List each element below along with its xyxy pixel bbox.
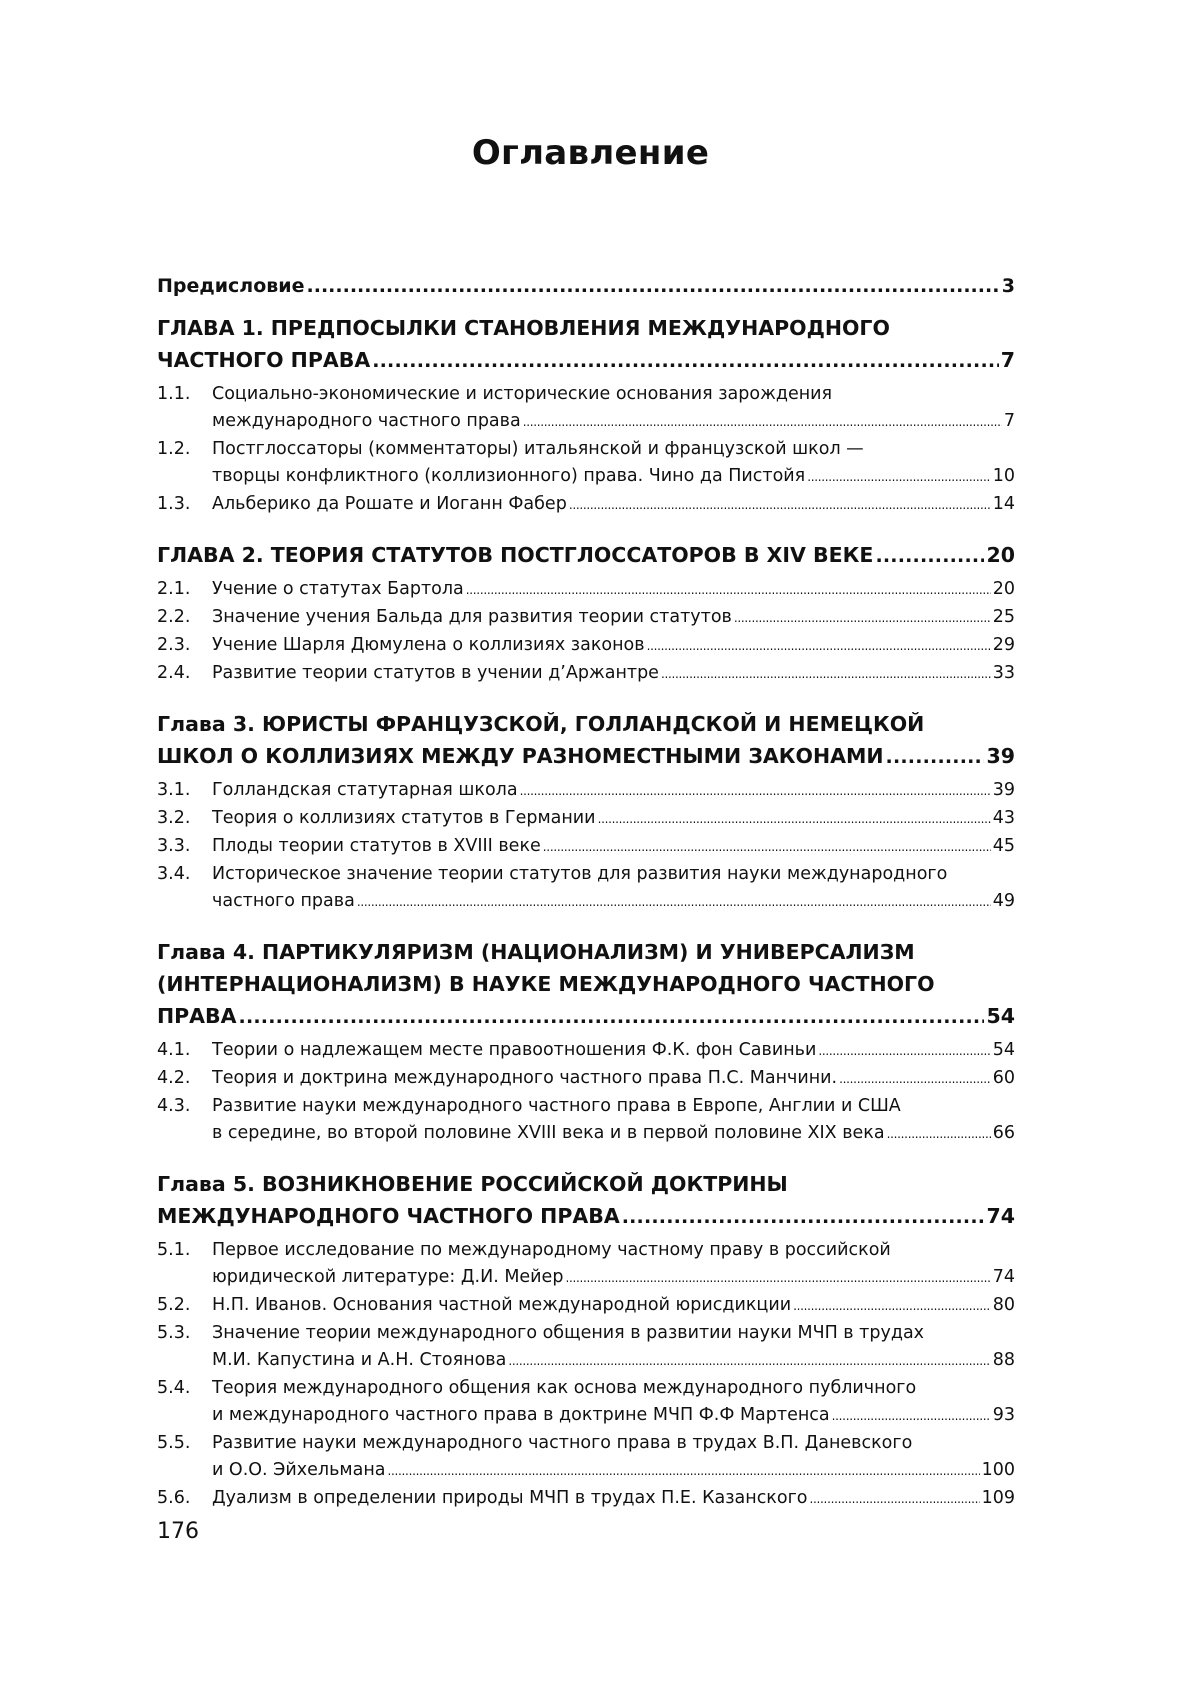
toc-section-body <box>212 381 1015 436</box>
toc-chapter-heading[interactable] <box>157 539 1015 572</box>
toc-section-title-line: Развитие науки международного частного права в трудах В.П. Даневского <box>212 1433 913 1453</box>
toc-section-entry[interactable] <box>157 777 1015 805</box>
toc-page-number: 20 <box>986 543 1015 567</box>
toc-section-body <box>212 1485 1015 1513</box>
toc-page-number: 29 <box>992 635 1015 655</box>
toc-section-number: 3.4. <box>157 864 191 884</box>
toc-section-title-line: Учение Шарля Дюмулена о коллизиях законов <box>212 635 645 655</box>
toc-chapter-title-line: ШКОЛ О КОЛЛИЗИЯХ МЕЖДУ РАЗНОМЕСТНЫМИ ЗАКОНАМИ <box>157 744 884 768</box>
toc-chapter-title-line: ЧАСТНОГО ПРАВА <box>157 348 371 372</box>
toc-section-line <box>212 1037 1015 1065</box>
toc-section-number: 3.2. <box>157 808 191 828</box>
toc-section-number: 2.3. <box>157 635 191 655</box>
dot-leader <box>886 741 985 773</box>
toc-section-line <box>212 660 1015 688</box>
toc-page-number: 88 <box>992 1350 1015 1370</box>
dot-leader <box>239 1001 985 1033</box>
toc-section-number: 3.3. <box>157 836 191 856</box>
toc-section-line <box>212 408 1015 436</box>
toc-section-title-line: Теория о коллизиях статутов в Германии <box>212 808 596 828</box>
toc-section-title-line: Голландская статутарная школа <box>212 780 518 800</box>
toc-section-entry[interactable] <box>157 1375 1015 1430</box>
toc-section-number: 2.4. <box>157 663 191 683</box>
spacer <box>157 916 1015 930</box>
toc-entry-preface[interactable] <box>157 272 1015 300</box>
toc-section-title-line: Теория и доктрина международного частного права П.С. Манчини. <box>212 1068 838 1088</box>
toc-section-entry[interactable] <box>157 1093 1015 1148</box>
toc-section-entry[interactable] <box>157 1485 1015 1513</box>
toc-section-body <box>212 805 1015 833</box>
toc-section-title-line: Н.П. Иванов. Основания частной международной юрисдикции <box>212 1295 792 1315</box>
toc-section-line <box>212 805 1015 833</box>
toc-section-title-line: Первое исследование по международному частному праву в российской <box>212 1240 891 1260</box>
toc-chapter-title-line: ПРАВА <box>157 1004 237 1028</box>
toc-page-number: 80 <box>992 1295 1015 1315</box>
toc-section-body <box>212 1320 1015 1375</box>
dot-leader <box>818 1038 990 1065</box>
toc-page-number: 100 <box>981 1460 1015 1480</box>
toc-section-title-line: и О.О. Эйхельмана <box>212 1460 386 1480</box>
toc-section-number: 1.3. <box>157 494 191 514</box>
toc-section-body <box>212 660 1015 688</box>
toc-chapter <box>157 312 1015 533</box>
dot-leader <box>622 1201 985 1233</box>
toc-section-line <box>212 1375 1015 1402</box>
toc-section-number: 4.1. <box>157 1040 191 1060</box>
toc-section-title-line: Развитие науки международного частного права в Европе, Англии и США <box>212 1096 901 1116</box>
toc-section-number: 5.6. <box>157 1488 191 1508</box>
toc-page-number: 43 <box>992 808 1015 828</box>
toc-section-number: 2.1. <box>157 579 191 599</box>
toc-section-body <box>212 1237 1015 1292</box>
toc-page-number: 49 <box>992 891 1015 911</box>
toc-page-number: 39 <box>986 744 1015 768</box>
toc-page-number: 25 <box>992 607 1015 627</box>
toc-section-title-line: Социально-экономические и исторические основания зарождения <box>212 384 833 404</box>
toc-section-body <box>212 861 1015 916</box>
toc-chapter-title-line: Глава 3. ЮРИСТЫ ФРАНЦУЗСКОЙ, ГОЛЛАНДСКОЙ И НЕМЕЦКОЙ <box>157 712 925 736</box>
toc-page-number: 39 <box>992 780 1015 800</box>
toc-section-line <box>212 576 1015 604</box>
toc-section-title-line: Историческое значение теории статутов для развития науки международного <box>212 864 948 884</box>
page-number: 176 <box>157 1519 199 1544</box>
toc-section-entry[interactable] <box>157 805 1015 833</box>
toc-section-entry[interactable] <box>157 1430 1015 1485</box>
toc-section-line <box>212 1093 1015 1120</box>
dot-leader <box>807 464 991 491</box>
toc-page-number: 74 <box>986 1204 1015 1228</box>
toc-section-line <box>212 436 1015 463</box>
toc-section-number: 4.3. <box>157 1096 191 1116</box>
toc-section-body <box>212 491 1015 519</box>
toc-section-title-line: Дуализм в определении природы МЧП в трудах П.Е. Казанского <box>212 1488 808 1508</box>
toc-section-number: 5.1. <box>157 1240 191 1260</box>
toc-section-body <box>212 777 1015 805</box>
toc-chapter-heading[interactable] <box>157 968 1015 1000</box>
toc-chapter <box>157 708 1015 930</box>
toc-section-title-line: М.И. Капустина и А.Н. Стоянова <box>212 1350 507 1370</box>
toc-chapter-title-line: ГЛАВА 1. ПРЕДПОСЫЛКИ СТАНОВЛЕНИЯ МЕЖДУНАРОДНОГО <box>157 316 890 340</box>
toc-page-number: 60 <box>992 1068 1015 1088</box>
toc-section-number: 5.2. <box>157 1295 191 1315</box>
toc-section-entry[interactable] <box>157 1065 1015 1093</box>
toc-section-body <box>212 1093 1015 1148</box>
toc-section-body <box>212 1375 1015 1430</box>
toc-section-line <box>212 1264 1015 1292</box>
toc-chapter-heading[interactable] <box>157 1000 1015 1033</box>
dot-leader <box>832 1403 991 1430</box>
page-title: Оглавление <box>471 133 710 173</box>
toc-section-body <box>212 604 1015 632</box>
toc-section-title-line: Альберико да Рошате и Иоганн Фабер <box>212 494 567 514</box>
toc-page-number: 45 <box>992 836 1015 856</box>
toc-chapter-heading[interactable] <box>157 1168 1015 1200</box>
toc-section-entry[interactable] <box>157 660 1015 688</box>
toc-section-line <box>212 1320 1015 1347</box>
toc-section-entry[interactable] <box>157 604 1015 632</box>
toc-section-title-line: международного частного права <box>212 411 521 431</box>
dot-leader <box>810 1486 980 1513</box>
dot-leader <box>661 661 991 688</box>
table-of-contents <box>157 272 1015 1533</box>
toc-section-title-line: Учение о статутах Бартола <box>212 579 464 599</box>
toc-section-title-line: Значение учения Бальда для развития теории статутов <box>212 607 732 627</box>
toc-section-number: 1.1. <box>157 384 191 404</box>
toc-section-number: 3.1. <box>157 780 191 800</box>
toc-section-title-line: Развитие теории статутов в учении д’Аржантре <box>212 663 659 683</box>
toc-section-line <box>212 888 1015 916</box>
toc-section-number: 5.5. <box>157 1433 191 1453</box>
toc-section-body <box>212 1292 1015 1320</box>
toc-section-line <box>212 1457 1015 1485</box>
toc-page-number: 33 <box>992 663 1015 683</box>
toc-section-entry[interactable] <box>157 1237 1015 1292</box>
toc-section-title-line: творцы конфликтного (коллизионного) права. Чино да Пистойя <box>212 466 806 486</box>
toc-section-line <box>212 833 1015 861</box>
toc-section-line <box>212 1402 1015 1430</box>
toc-chapter-heading[interactable] <box>157 1200 1015 1233</box>
toc-section-number: 5.3. <box>157 1323 191 1343</box>
toc-section-title-line: Теория международного общения как основа международного публичного <box>212 1378 917 1398</box>
dot-leader <box>565 1265 990 1292</box>
toc-section-line <box>212 1065 1015 1093</box>
toc-section-body <box>212 632 1015 660</box>
toc-chapter-title-line: Глава 4. ПАРТИКУЛЯРИЗМ (НАЦИОНАЛИЗМ) И УНИВЕРСАЛИЗМ <box>157 940 915 964</box>
toc-section-entry[interactable] <box>157 833 1015 861</box>
toc-section-title-line: частного права <box>212 891 355 911</box>
toc-section-body <box>212 1065 1015 1093</box>
toc-section-line <box>212 861 1015 888</box>
toc-page-number: 74 <box>992 1267 1015 1287</box>
dot-leader <box>598 806 991 833</box>
toc-section-line <box>212 1430 1015 1457</box>
toc-page-number: 14 <box>992 494 1015 514</box>
toc-section-line <box>212 1485 1015 1513</box>
toc-section-number: 5.4. <box>157 1378 191 1398</box>
dot-leader <box>543 834 991 861</box>
spacer <box>157 688 1015 702</box>
toc-page-number: 7 <box>1000 348 1015 372</box>
toc-section-body <box>212 1037 1015 1065</box>
toc-section-line <box>212 777 1015 805</box>
toc-section-body <box>212 576 1015 604</box>
toc-section-line <box>212 381 1015 408</box>
toc-section-entry[interactable] <box>157 576 1015 604</box>
dot-leader <box>523 409 1002 436</box>
toc-section-body <box>212 1430 1015 1485</box>
toc-section-line <box>212 491 1015 519</box>
toc-page-number: 109 <box>981 1488 1015 1508</box>
toc-section-entry[interactable] <box>157 861 1015 916</box>
spacer <box>157 1513 1015 1527</box>
toc-chapter-heading[interactable] <box>157 936 1015 968</box>
toc-entry-label: Предисловие <box>157 275 305 297</box>
toc-section-line <box>212 1292 1015 1320</box>
dot-leader <box>887 1121 991 1148</box>
dot-leader <box>569 492 991 519</box>
toc-page-number: 7 <box>1003 411 1015 431</box>
toc-section-line <box>212 1237 1015 1264</box>
toc-page-number: 66 <box>992 1123 1015 1143</box>
toc-section-body <box>212 436 1015 491</box>
toc-section-number: 2.2. <box>157 607 191 627</box>
toc-chapter-title-line: (ИНТЕРНАЦИОНАЛИЗМ) В НАУКЕ МЕЖДУНАРОДНОГО ЧАСТНОГО <box>157 972 935 996</box>
dot-leader <box>520 778 991 805</box>
toc-section-entry[interactable] <box>157 1320 1015 1375</box>
toc-section-line <box>212 1347 1015 1375</box>
toc-section-entry[interactable] <box>157 491 1015 519</box>
toc-page-number: 54 <box>992 1040 1015 1060</box>
toc-section-entry[interactable] <box>157 436 1015 491</box>
toc-chapter <box>157 936 1015 1162</box>
toc-section-title-line: юридической литературе: Д.И. Мейер <box>212 1267 564 1287</box>
dot-leader <box>357 889 991 916</box>
toc-chapter-heading[interactable] <box>157 344 1015 377</box>
toc-page-number: 20 <box>992 579 1015 599</box>
dot-leader <box>466 577 991 604</box>
toc-page-number: 54 <box>986 1004 1015 1028</box>
toc-chapter-title-line: МЕЖДУНАРОДНОГО ЧАСТНОГО ПРАВА <box>157 1204 620 1228</box>
toc-chapter <box>157 1168 1015 1527</box>
toc-chapter-heading[interactable] <box>157 312 1015 344</box>
toc-chapter-title-line: ГЛАВА 2. ТЕОРИЯ СТАТУТОВ ПОСТГЛОССАТОРОВ В XIV ВЕКЕ <box>157 543 874 567</box>
dot-leader <box>875 540 984 572</box>
dot-leader <box>372 345 999 377</box>
toc-section-body <box>212 833 1015 861</box>
dot-leader <box>793 1293 991 1320</box>
dot-leader <box>647 633 991 660</box>
toc-page-number: 10 <box>992 466 1015 486</box>
toc-section-title-line: и международного частного права в доктрине МЧП Ф.Ф Мартенса <box>212 1405 830 1425</box>
spacer <box>157 1148 1015 1162</box>
dot-leader <box>839 1066 991 1093</box>
dot-leader <box>307 272 1000 300</box>
toc-page-number: 93 <box>992 1405 1015 1425</box>
toc-chapter-heading[interactable] <box>157 708 1015 740</box>
toc-section-line <box>212 463 1015 491</box>
toc-section-number: 4.2. <box>157 1068 191 1088</box>
dot-leader <box>387 1458 979 1485</box>
toc-chapter-heading[interactable] <box>157 740 1015 773</box>
toc-section-title-line: Постглоссаторы (комментаторы) итальянской и французской школ — <box>212 439 864 459</box>
toc-section-entry[interactable] <box>157 632 1015 660</box>
toc-section-entry[interactable] <box>157 1037 1015 1065</box>
toc-section-line <box>212 604 1015 632</box>
toc-chapter-title-line: Глава 5. ВОЗНИКНОВЕНИЕ РОССИЙСКОЙ ДОКТРИНЫ <box>157 1172 788 1196</box>
toc-section-number: 1.2. <box>157 439 191 459</box>
toc-section-title-line: Плоды теории статутов в XVIII веке <box>212 836 541 856</box>
toc-section-line <box>212 632 1015 660</box>
toc-section-entry[interactable] <box>157 381 1015 436</box>
dot-leader <box>508 1348 990 1375</box>
toc-section-title-line: в середине, во второй половине XVIII века и в первой половине XIX века <box>212 1123 885 1143</box>
toc-section-title-line: Теории о надлежащем месте правоотношения Ф.К. фон Савиньи <box>212 1040 817 1060</box>
toc-section-title-line: Значение теории международного общения в развитии науки МЧП в трудах <box>212 1323 925 1343</box>
toc-section-entry[interactable] <box>157 1292 1015 1320</box>
dot-leader <box>734 605 991 632</box>
spacer <box>157 519 1015 533</box>
toc-chapter <box>157 539 1015 702</box>
toc-page-number: 3 <box>1001 275 1015 297</box>
toc-section-line <box>212 1120 1015 1148</box>
